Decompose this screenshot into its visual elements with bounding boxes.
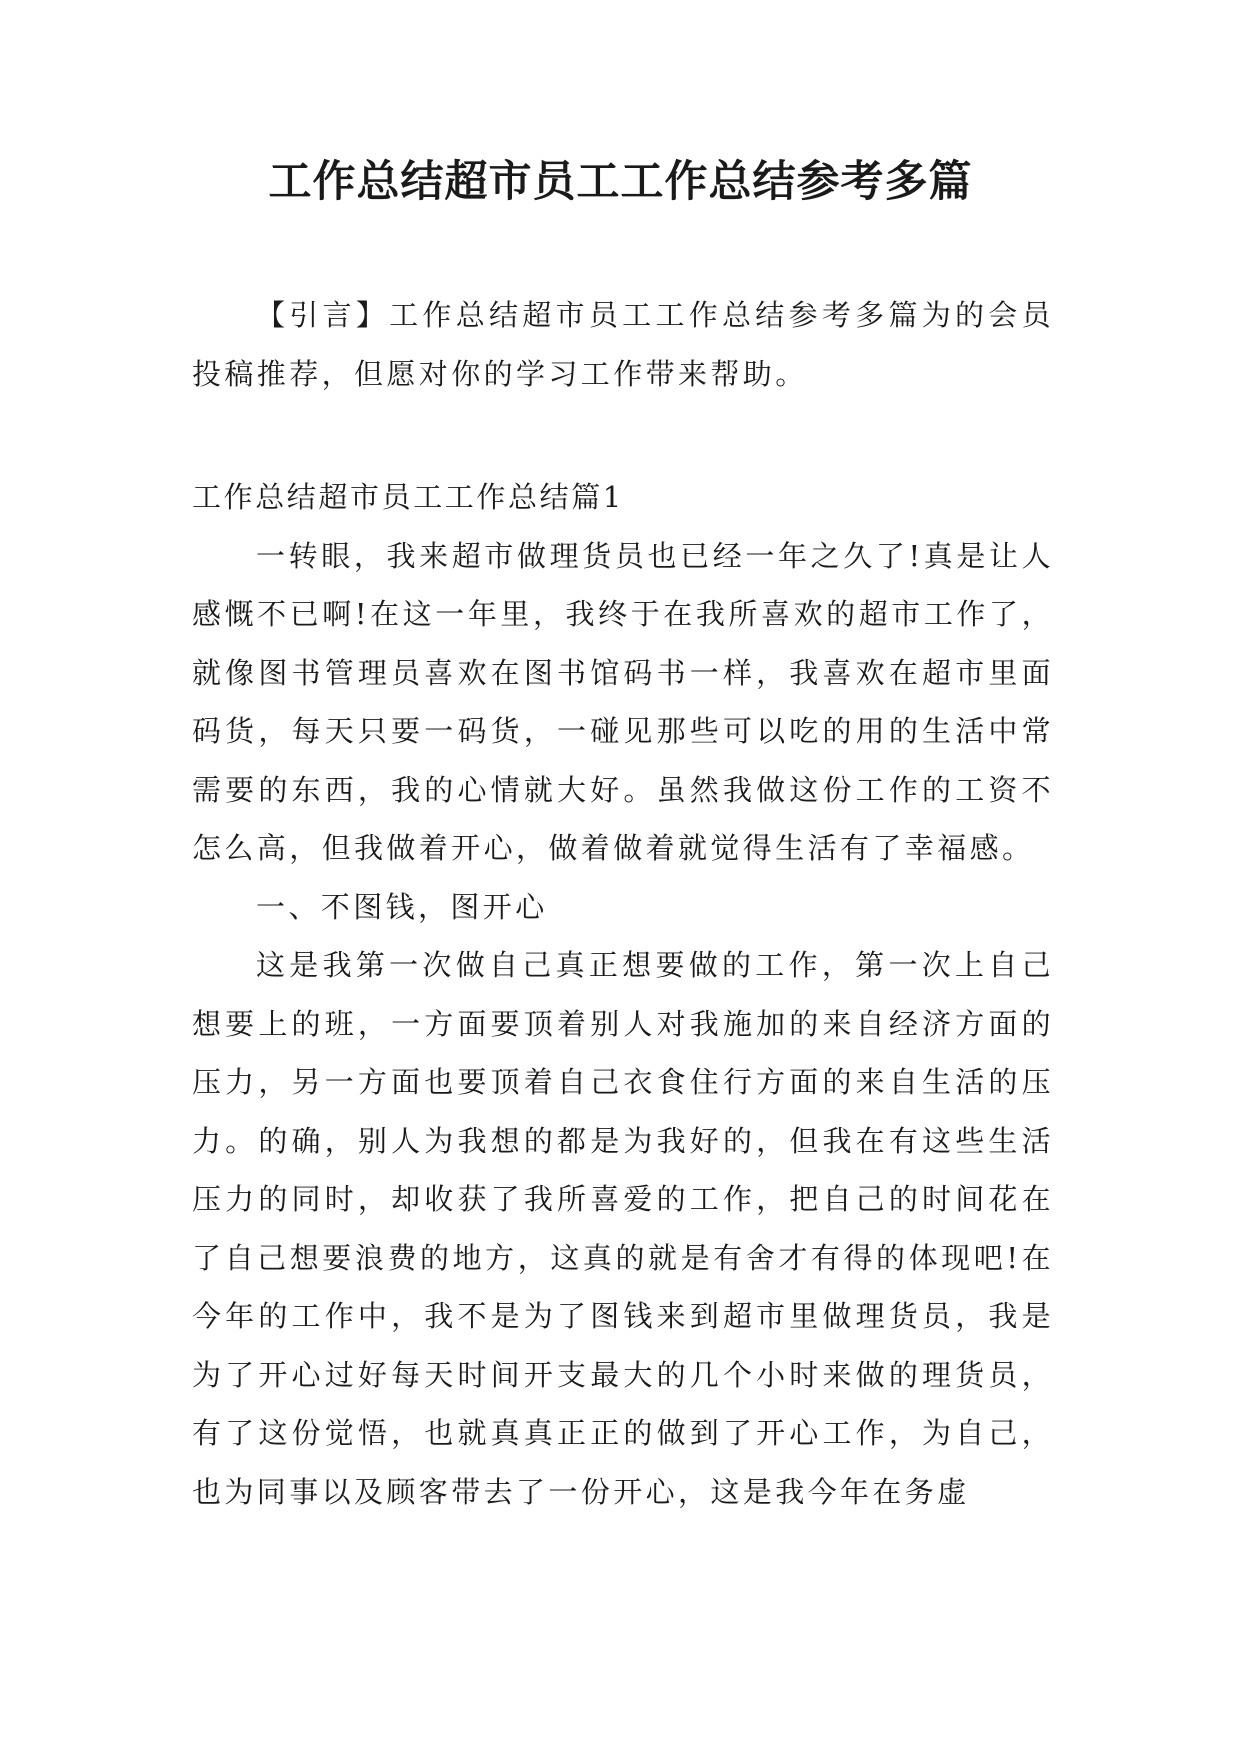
section-heading: 工作总结超市员工工作总结篇1 [192, 480, 624, 514]
intro-block [192, 286, 1054, 403]
document-title: 工作总结超市员工工作总结参考多篇 [268, 157, 973, 207]
intro-paragraph: 【引言】工作总结超市员工工作总结参考多篇为的会员投稿推荐，但愿对你的学习工作带来帮助。 [192, 298, 1054, 391]
body-paragraph: 这是我第一次做自己真正想要做的工作，第一次上自己想要上的班，一方面要顶着别人对我施加的来自经济方面的压力，另一方面也要顶着自己衣食住行方面的来自生活的压力。的确，别人为我想的都是为我好的，但我在有这些生活压力的同时，却收获了我所喜爱的工作，把自己的时间花在了自己想要浪费的地方，这真的就是有舍才有得的体现吧!在今年的工作中，我不是为了图钱来到超市里做理货员，我是为了开心过好每天时间开支最大的几个小时来做的理货员，有了这份觉悟，也就真真正正的做到了开心工作，为自己，也为同事以及顾客带去了一份开心，这是我今年在务虚 [192, 948, 1054, 1509]
article-body [192, 468, 1054, 1521]
subheading-paragraph: 一、不图钱，图开心 [256, 889, 548, 924]
body-paragraph: 一转眼，我来超市做理货员也已经一年之久了!真是让人感慨不已啊!在这一年里，我终于在我所喜欢的超市工作了，就像图书管理员喜欢在图书馆码书一样，我喜欢在超市里面码货，每天只要一码货，一碰见那些可以吃的用的生活中常需要的东西，我的心情就大好。虽然我做这份工作的工资不怎么高，但我做着开心，做着做着就觉得生活有了幸福感。 [192, 538, 1054, 865]
